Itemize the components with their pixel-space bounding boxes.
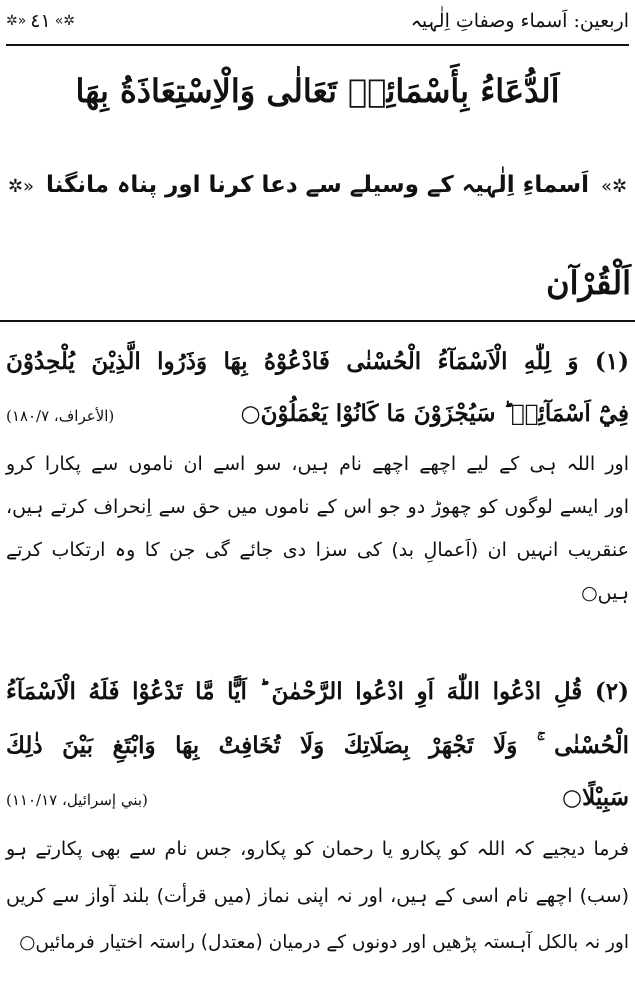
verse-1-line-2-text: فِيْٓ اَسْمَآئِهٖ ؕ سَيُجْزَوْنَ مَا كَانُوْا يَعْمَلُوْنَ○ bbox=[240, 400, 629, 427]
translation-2-line-3: اور نہ بالکل آہستہ پڑھیں اور دونوں کے درمیان (معتدل) راستہ اختیار فرمائیں○ bbox=[19, 932, 629, 953]
urdu-subtitle bbox=[0, 172, 635, 198]
urdu-subtitle-text: اَسماءِ اِلٰہیہ کے وسیلے سے دعا کرنا اور پناہ مانگنا bbox=[46, 172, 589, 198]
ornament-icon: ✲» bbox=[600, 176, 628, 197]
verse-2-line-2: الْحُسْنٰى ۚ وَلَا تَجْهَرْ بِصَلَاتِكَ وَلَا تُخَافِتْ بِهَا وَابْتَغِ بَيْنَ ذٰلِكَ bbox=[6, 732, 629, 759]
page-number: ٤١ bbox=[30, 10, 51, 32]
translation-1-line-3: عنقریب انہیں ان (اَعمالِ بد) کی سزا دی جائے گی جن کا وہ ارتکاب کرتے bbox=[6, 539, 629, 561]
translation-1-line-4: ہیں○ bbox=[581, 582, 629, 604]
ornament-icon: ✲» bbox=[54, 13, 76, 29]
translation-1-line-1: اور اللہ ہی کے لیے اچھے اچھے نام ہیں، سو اسے ان ناموں سے پکارا کرو bbox=[6, 453, 629, 475]
ornament-icon: «✲ bbox=[6, 13, 27, 29]
header-rule bbox=[6, 44, 629, 46]
page-number-block bbox=[6, 10, 75, 32]
header-title: اربعین: اَسماء وصفاتِ اِلٰہیہ bbox=[410, 10, 629, 32]
verse-1-reference: (الأعراف، ١٨٠/٧) bbox=[6, 407, 115, 425]
verse-2-line-1: (٢) قُلِ ادْعُوا اللّٰهَ اَوِ ادْعُوا الرَّحْمٰنَ ؕ اَيًّا مَّا تَدْعُوْا فَلَهُ الْاَسْمَآءُ bbox=[6, 678, 629, 705]
translation-1-line-2: اور ایسے لوگوں کو چھوڑ دو جو اس کے ناموں میں حق سے اِنحراف کرتے ہیں، bbox=[6, 496, 629, 518]
translation-2-line-1: فرما دیجیے کہ اللہ کو پکارو یا رحمان کو پکارو، جس نام سے بھی پکارتے ہو bbox=[6, 838, 629, 860]
verse-2-line-3-text: سَبِيْلًا○ bbox=[562, 784, 629, 811]
arabic-title: اَلدُّعَاءُ بِأَسْمَائِهٖ تَعَالٰى وَالْاِسْتِعَاذَةُ بِهَا bbox=[75, 72, 560, 110]
translation-2-line-2: (سب) اچھے نام اسی کے ہیں، اور نہ اپنی نماز (میں قرأت) بلند آواز سے کریں bbox=[6, 885, 629, 907]
verse-2-line-3 bbox=[6, 784, 629, 811]
running-header bbox=[0, 2, 635, 40]
verse-2-reference: (بني إسرائيل، ١١٠/١٧) bbox=[6, 791, 148, 809]
section-rule bbox=[0, 320, 635, 322]
verse-1-line-2 bbox=[6, 400, 629, 427]
ornament-icon: «✲ bbox=[7, 176, 35, 197]
section-heading: اَلْقُرْآن bbox=[546, 264, 631, 302]
verse-1-line-1: (١) وَ لِلّٰهِ الْاَسْمَآءُ الْحُسْنٰى فَادْعُوْهُ بِهَا وَذَرُوا الَّذِيْنَ يُلْحِدُوْنَ bbox=[6, 348, 629, 375]
